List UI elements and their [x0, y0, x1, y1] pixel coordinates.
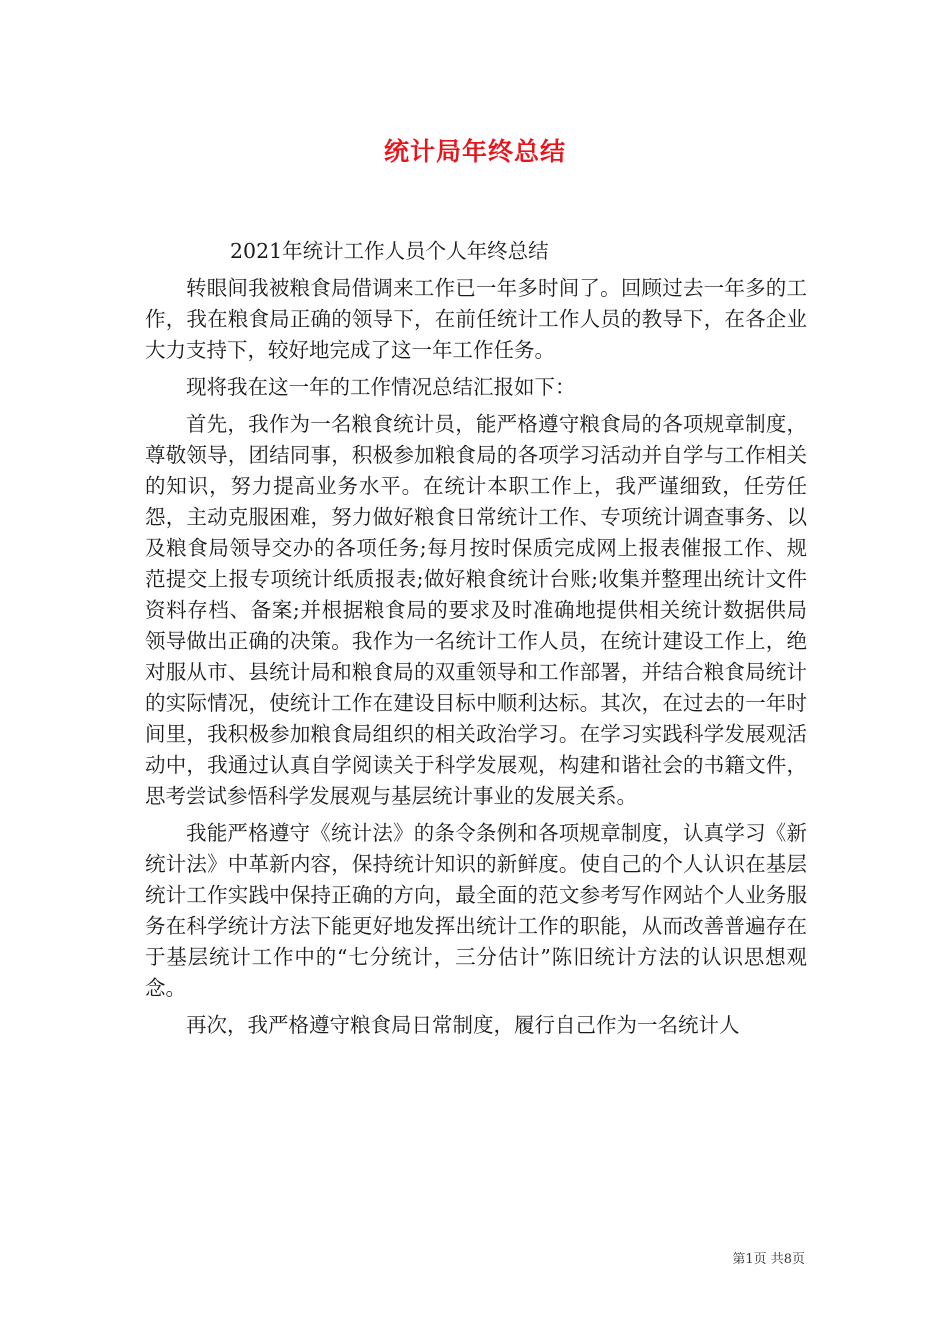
document-title: 统计局年终总结	[383, 137, 566, 166]
paragraph-again: 再次，我严格遵守粮食局日常制度，履行自己作为一名统计人	[186, 1013, 740, 1037]
paragraph-intro: 转眼间我被粮食局借调来工作已一年多时间了。回顾过去一年多的工作，我在粮食局正确的领导下，在前任统计工作人员的教导下，在各企业大力支持下，较好地完成了这一年工作任务。	[145, 276, 807, 362]
document-body	[145, 236, 807, 1047]
paragraph-summary-lead: 现将我在这一年的工作情况总结汇报如下：	[186, 375, 576, 399]
paragraph-first: 首先，我作为一名粮食统计员，能严格遵守粮食局的各项规章制度，尊敬领导，团结同事，积极参加粮食局的各项学习活动并自学与工作相关的知识，努力提高业务水平。在统计本职工作上，我严谨细致，任劳任怨，主动克服困难，努力做好粮食日常统计工作、专项统计调查事务、以及粮食局领导交办的各项任务;每月按时保质完成网上报表催报工作、规范提交上报专项统计纸质报表;做好粮食统计台账;收集并整理出统计文件资料存档、备案;并根据粮食局的要求及时准确地提供相关统计数据供局领导做出正确的决策。我作为一名统计工作人员，在统计建设工作上，绝对服从市、县统计局和粮食局的双重领导和工作部署，并结合粮食局统计的实际情况，使统计工作在建设目标中顺利达标。其次，在过去的一年时间里，我积极参加粮食局组织的相关政治学习。在学习实践科学发展观活动中，我通过认真自学阅读关于科学发展观，构建和谐社会的书籍文件，思考尝试参悟科学发展观与基层统计事业的发展关系。	[145, 412, 807, 808]
page-number-indicator: 第1页 共8页	[732, 1252, 805, 1267]
document-subtitle: 2021年统计工作人员个人年终总结	[230, 239, 549, 263]
paragraph-statistics-law: 我能严格遵守《统计法》的条令条例和各项规章制度，认真学习《新统计法》中革新内容，保持统计知识的新鲜度。使自己的个人认识在基层统计工作实践中保持正确的方向，最全面的范文参考写作网站个人业务服务在科学统计方法下能更好地发挥出统计工作的职能，从而改善普遍存在于基层统计工作中的“七分统计，三分估计”陈旧统计方法的认识思想观念。	[145, 821, 807, 1000]
